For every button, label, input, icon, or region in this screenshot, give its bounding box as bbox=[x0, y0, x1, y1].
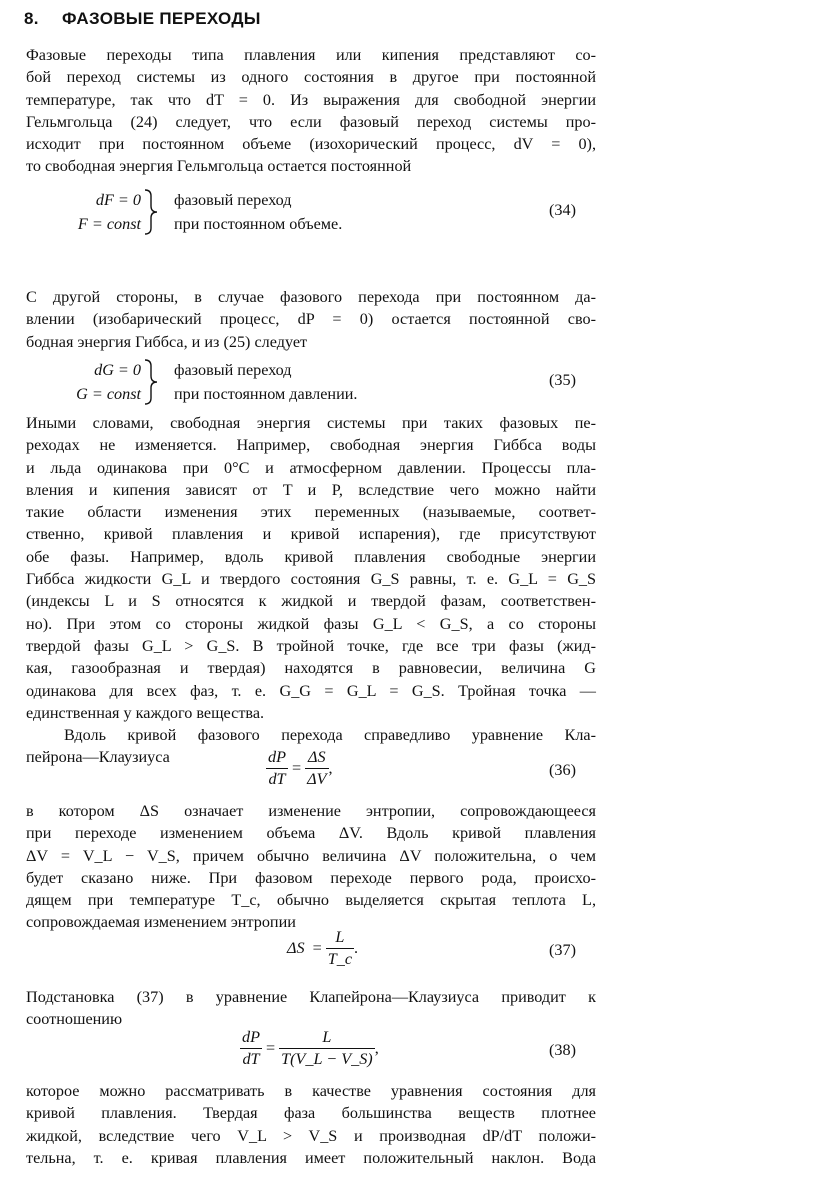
equation-34 bbox=[36, 188, 596, 236]
text-line: то свободная энергия Гельмгольца остается постоянной bbox=[26, 157, 412, 176]
fraction bbox=[240, 1028, 262, 1069]
text-line: исходит при постоянном объеме (изохорический процесс, dV = 0), bbox=[26, 135, 596, 154]
equation-system-labels bbox=[174, 188, 342, 236]
equation-line: G = const bbox=[76, 385, 141, 403]
text-line: и льда одинакова при 0°C и атмосферном давлении. Процессы пла- bbox=[26, 458, 596, 477]
equation-number: (34) bbox=[549, 201, 576, 219]
paragraph-intro bbox=[26, 44, 596, 178]
text-line: обе фазы. Например, вдоль кривой плавления свободные энергии bbox=[26, 547, 596, 566]
section-heading bbox=[24, 9, 261, 29]
text-line: ственно, кривой плавления и кривой испарения), где присутствуют bbox=[26, 525, 596, 544]
text-line: (индексы L и S относятся к жидкой и твердой фазам, соответствен- bbox=[26, 592, 596, 611]
text-line: Фазовые переходы типа плавления или кипения представляют со- bbox=[26, 46, 596, 64]
text-line: С другой стороны, в случае фазового перехода при постоянном да- bbox=[26, 288, 596, 306]
paragraph-melting-curve bbox=[26, 1080, 596, 1169]
text-line: Гельмгольца (24) следует, что если фазовый переход системы про- bbox=[26, 112, 596, 131]
right-brace bbox=[143, 358, 161, 406]
equation-number: (38) bbox=[549, 1041, 576, 1059]
equation-system-labels bbox=[174, 358, 357, 406]
text-line: соотношению bbox=[26, 1010, 123, 1029]
denominator: T_c bbox=[327, 950, 353, 968]
equation-line: dG = 0 bbox=[94, 361, 141, 379]
section-number: 8. bbox=[24, 9, 39, 28]
equation-36: $\frac{dP}{dT}$ = $\frac{\Delta S}{\Delta V}$ , bbox=[268, 748, 333, 788]
text-line: Подстановка (37) в уравнение Клапейрона—Клаузиуса приводит к bbox=[26, 988, 596, 1006]
numerator: L bbox=[326, 928, 354, 949]
text-line: тельна, т. е. кривая плавления имеет положительный наклон. Вода bbox=[26, 1148, 596, 1167]
text-line: при переходе изменением объема ΔV. Вдоль кривой плавления bbox=[26, 824, 596, 843]
text-line: Гиббса жидкости G_L и твердого состояния G_S равны, т. е. G_L = G_S bbox=[26, 570, 596, 589]
denominator: dT bbox=[268, 770, 286, 788]
right-brace bbox=[143, 188, 161, 236]
text-line: влении (изобарический процесс, dP = 0) остается постоянной сво- bbox=[26, 310, 596, 329]
fraction bbox=[326, 928, 354, 969]
text-line: бой переход системы из одного состояния в другое при постоянной bbox=[26, 68, 596, 87]
denominator: ΔV bbox=[307, 770, 327, 788]
equation-line: dF = 0 bbox=[95, 191, 141, 209]
text-line: ΔV = V_L − V_S, причем обычно величина ΔV положительна, о чем bbox=[26, 846, 596, 865]
equation-number: (35) bbox=[549, 371, 576, 389]
text-line: такие области изменения этих переменных (называемые, соответ- bbox=[26, 503, 596, 522]
paragraph-entropy bbox=[26, 800, 596, 934]
text-line: жидкой, вследствие чего V_L > V_S и производная dP/dT положи- bbox=[26, 1126, 596, 1145]
text-line: дящем при температуре T_c, обычно выделяется скрытая теплота L, bbox=[26, 891, 596, 910]
paragraph-gibbs bbox=[26, 286, 596, 353]
equation-number: (37) bbox=[549, 941, 576, 959]
equation-system-left bbox=[36, 358, 141, 406]
text-line: кая, газообразная и твердая) находятся в равновесии, величина G bbox=[26, 659, 596, 678]
equation-label: при постоянном давлении. bbox=[174, 385, 358, 403]
fraction bbox=[305, 748, 328, 789]
equation-lhs: ΔS bbox=[287, 939, 305, 957]
fraction bbox=[266, 748, 288, 789]
equation-system-left bbox=[36, 188, 141, 236]
equation-number: (36) bbox=[549, 761, 576, 779]
denominator: T(V_L − V_S) bbox=[281, 1050, 373, 1068]
numerator: L bbox=[279, 1028, 375, 1049]
text-line: твердой фазы G_L > G_S. В тройной точке, где все три фазы (жид- bbox=[26, 636, 596, 655]
text-line: бодная энергия Гиббса, и из (25) следует bbox=[26, 332, 308, 351]
equation-label: фазовый переход bbox=[174, 361, 292, 379]
text-line: но). При этом со стороны жидкой фазы G_L < G_S, а со стороны bbox=[26, 614, 596, 633]
text-line: Иными словами, свободная энергия системы при таких фазовых пе- bbox=[26, 414, 596, 432]
text-line: сопровождаемая изменением энтропии bbox=[26, 913, 296, 932]
equation-35 bbox=[36, 358, 596, 406]
text-line: одинакова для всех фаз, т. е. G_G = G_L = G_S. Тройная точка — bbox=[26, 681, 596, 700]
text-line: которое можно рассматривать в качестве уравнения состояния для bbox=[26, 1082, 596, 1100]
equation-line: F = const bbox=[77, 215, 141, 233]
text-line: кривой плавления. Твердая фаза большинства веществ плотнее bbox=[26, 1104, 596, 1123]
text-line: единственная у каждого вещества. bbox=[26, 703, 265, 722]
text-line: Вдоль кривой фазового перехода справедливо уравнение Кла- bbox=[64, 726, 596, 744]
paragraph-substitution bbox=[26, 986, 596, 1031]
equation-label: фазовый переход bbox=[174, 191, 292, 209]
equation-37: ΔS = $\frac{L}{T\_c}$ . bbox=[283, 928, 358, 969]
equation-38: $\frac{dP}{dT}$ = $\frac{L}{T(V\_L - V\_S)}$ , bbox=[242, 1028, 379, 1068]
equation-label: при постоянном объеме. bbox=[174, 215, 343, 233]
text-line: вления и кипения зависят от T и P, вследствие чего можно найти bbox=[26, 480, 596, 499]
numerator: dP bbox=[266, 748, 288, 769]
text-line: реходах не изменяется. Например, свободная энергия Гиббса воды bbox=[26, 436, 596, 455]
denominator: dT bbox=[242, 1050, 260, 1068]
text-line: будет сказано ниже. При фазовом переходе первого рода, происхо- bbox=[26, 868, 596, 887]
fraction bbox=[279, 1028, 375, 1069]
numerator: ΔS bbox=[305, 748, 328, 769]
section-title: ФАЗОВЫЕ ПЕРЕХОДЫ bbox=[62, 9, 261, 28]
text-line: температуре, так что dT = 0. Из выражения для свободной энергии bbox=[26, 90, 596, 109]
numerator: dP bbox=[240, 1028, 262, 1049]
text-line: в котором ΔS означает изменение энтропии, сопровождающееся bbox=[26, 802, 596, 820]
paragraph-phase-equilibrium bbox=[26, 412, 596, 724]
text-line: пейрона—Клаузиуса bbox=[26, 748, 170, 767]
